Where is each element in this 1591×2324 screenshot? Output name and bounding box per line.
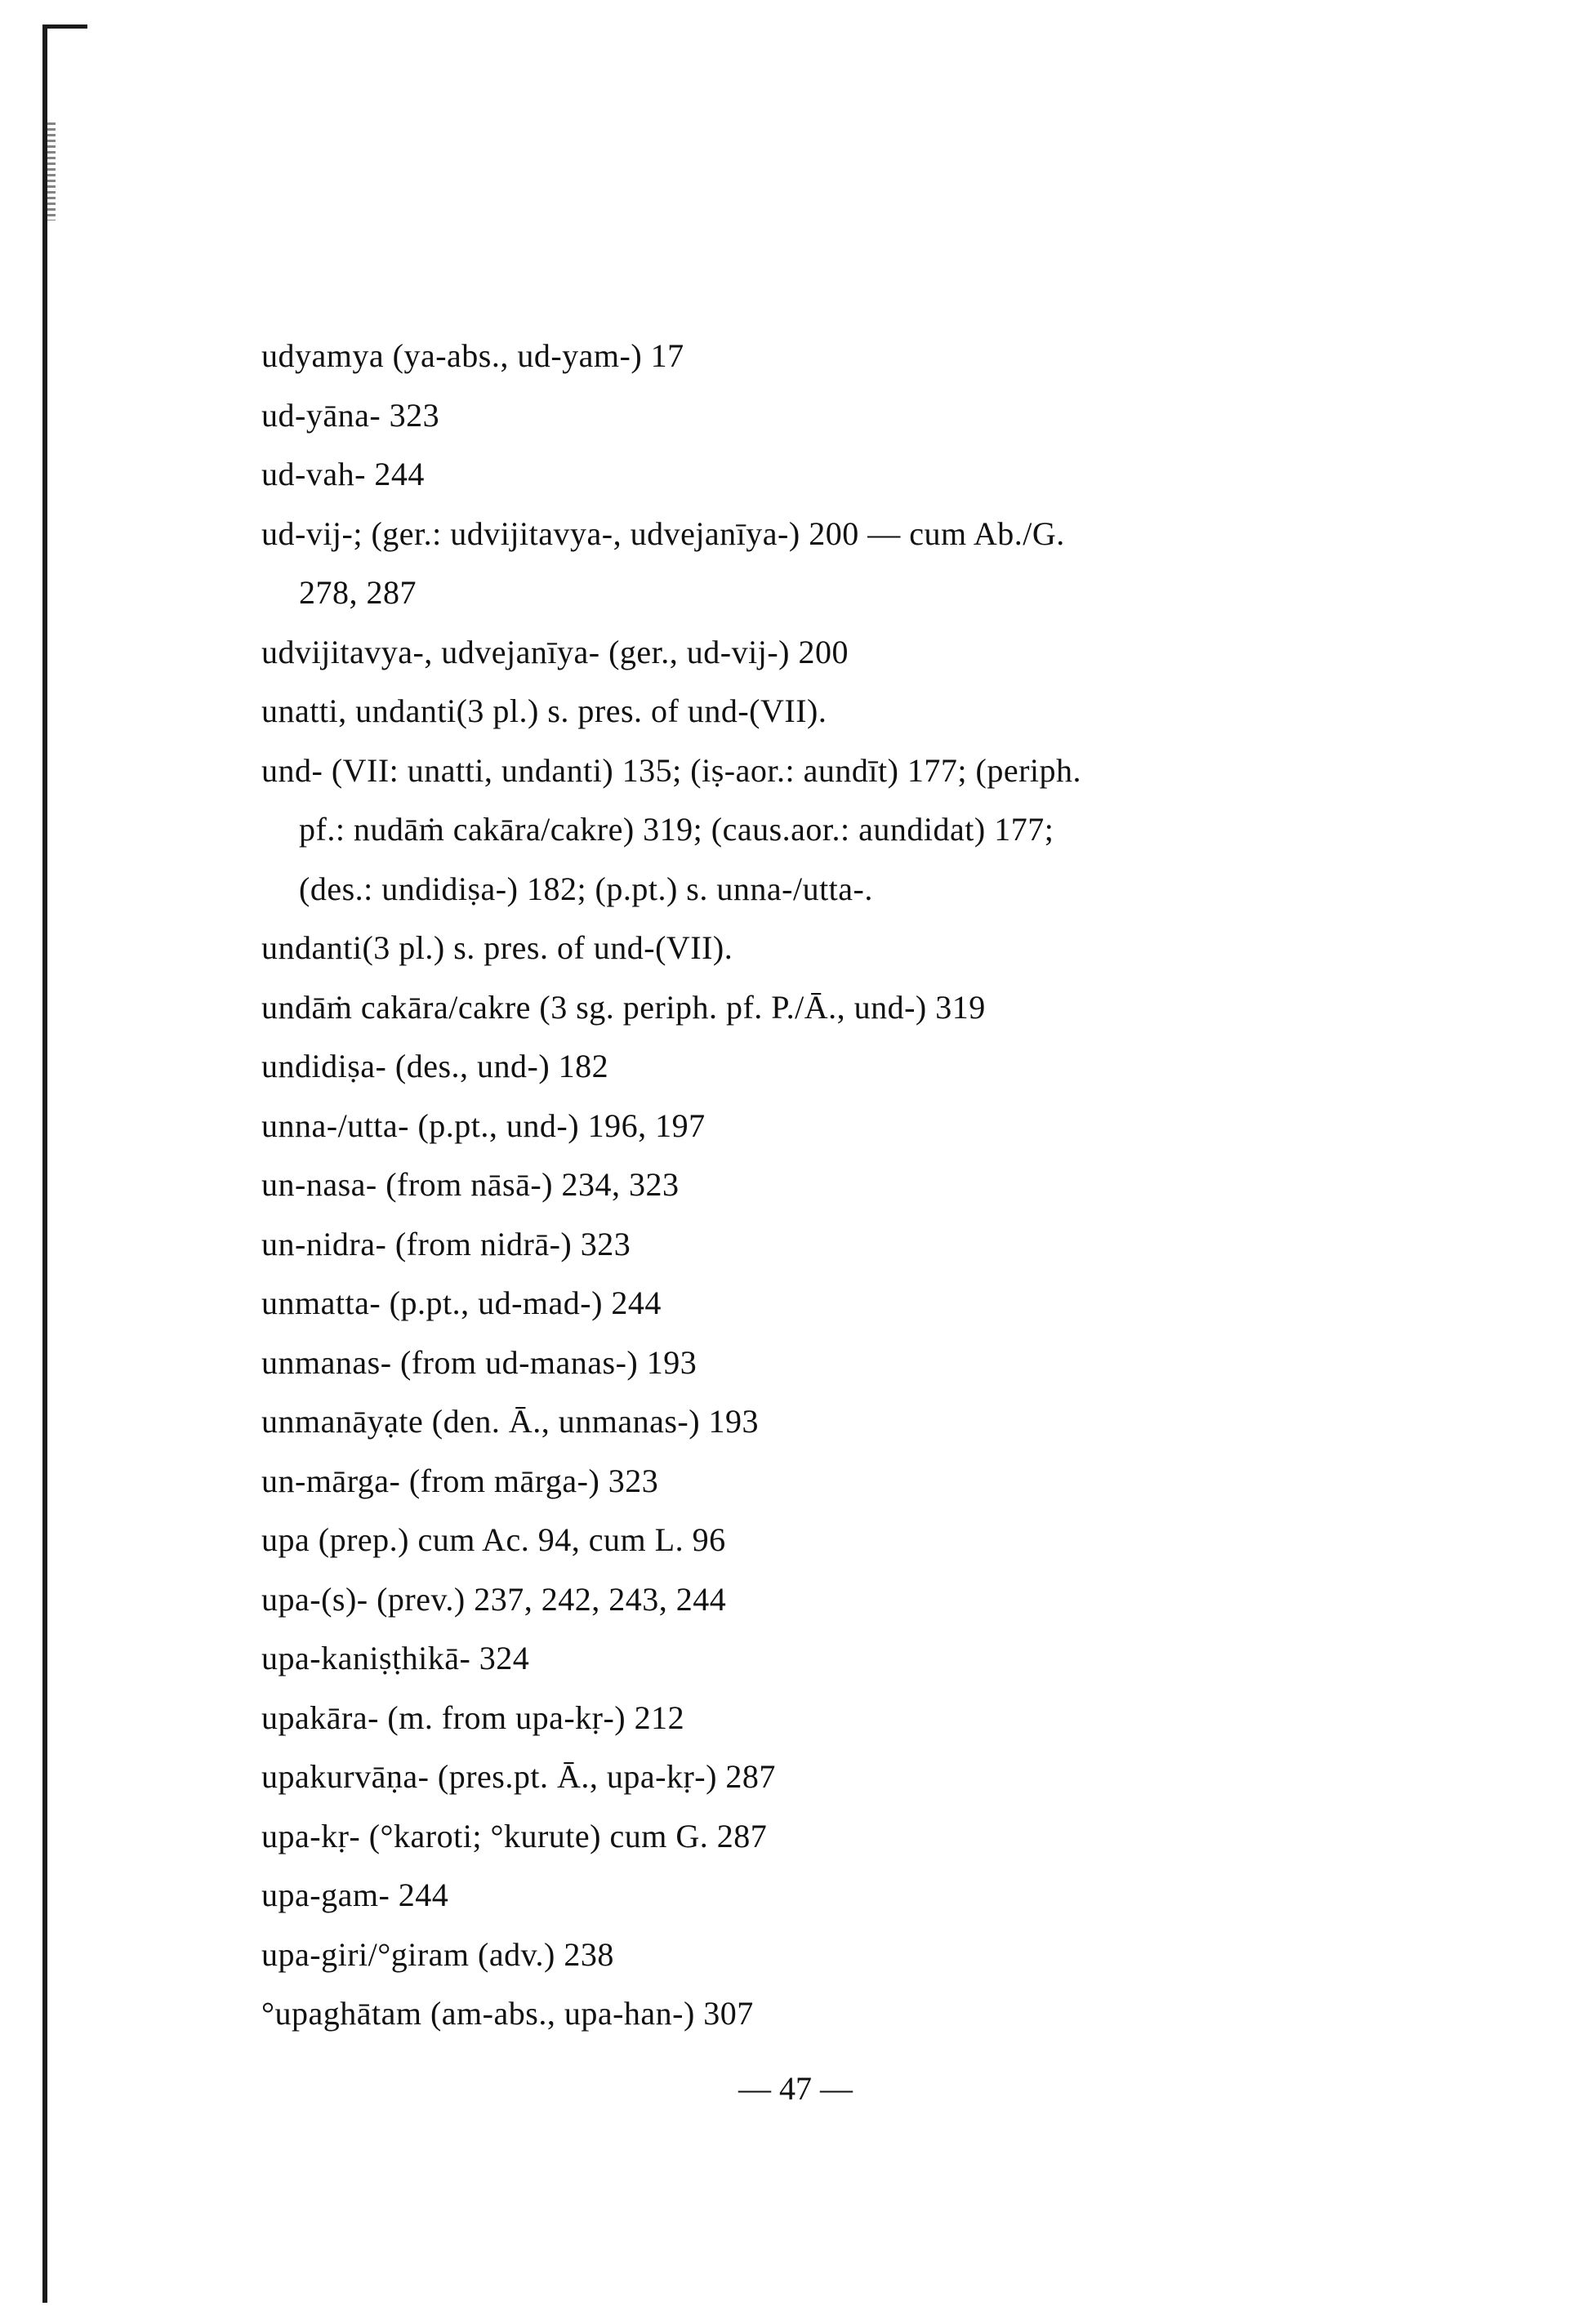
index-entry: unna-/utta- (p.pt., und-) 196, 197: [261, 1106, 706, 1144]
index-entry-continuation: (des.: undidiṣa-) 182; (p.pt.) s. unna-/utta-.: [299, 870, 873, 907]
index-entry: und- (VII: unatti, undanti) 135; (iṣ-aor.: aundīt) 177; (periph.: [261, 751, 1082, 789]
index-entry-continuation: pf.: nudāṁ cakāra/cakre) 319; (caus.aor.: aundidat) 177;: [299, 811, 1054, 848]
index-entry: upakāra- (m. from upa-kṛ-) 212: [261, 1698, 685, 1736]
scan-border-top: [42, 24, 87, 29]
index-entry: ud-vah- 244: [261, 456, 425, 492]
index-entry-continuation: 278, 287: [299, 574, 417, 611]
index-entry: un-nidra- (from nidrā-) 323: [261, 1225, 631, 1262]
index-entry: un-mārga- (from mārga-) 323: [261, 1462, 659, 1499]
index-entry: upa-giri/°giram (adv.) 238: [261, 1935, 614, 1973]
index-entry: undidiṣa- (des., und-) 182: [261, 1048, 609, 1084]
page-number: — 47 —: [738, 2070, 853, 2107]
index-entry: unatti, undanti(3 pl.) s. pres. of und-(VII).: [261, 692, 827, 729]
index-entry: upa-gam- 244: [261, 1877, 449, 1913]
index-entry: udyamya (ya-abs., ud-yam-) 17: [261, 337, 684, 374]
index-entry: undāṁ cakāra/cakre (3 sg. periph. pf. P./Ā., und-) 319: [261, 988, 986, 1026]
index-entries: [261, 327, 1356, 2044]
index-entry: udvijitavya-, udvejanīya- (ger., ud-vij-) 200: [261, 633, 849, 670]
index-entry: upa-(s)- (prev.) 237, 242, 243, 244: [261, 1580, 727, 1618]
index-entry: unmanas- (from ud-manas-) 193: [261, 1343, 697, 1381]
index-entry: °upaghātam (am-abs., upa-han-) 307: [261, 1995, 754, 2032]
index-entry: upa-kaniṣṭhikā- 324: [261, 1640, 530, 1676]
index-entry: upa-kṛ- (°karoti; °kurute) cum G. 287: [261, 1817, 768, 1854]
index-entry: ud-yāna- 323: [261, 396, 440, 434]
index-entry: unmatta- (p.pt., ud-mad-) 244: [261, 1284, 662, 1321]
index-entry: ud-vij-; (ger.: udvijitavya-, udvejanīya-) 200 — cum Ab./G.: [261, 514, 1065, 552]
scan-artifact: [47, 122, 56, 220]
index-entry: undanti(3 pl.) s. pres. of und-(VII).: [261, 929, 733, 966]
index-entry: un-nasa- (from nāsā-) 234, 323: [261, 1166, 680, 1203]
index-entry: unmanāyạte (den. Ā., unmanas-) 193: [261, 1403, 760, 1440]
index-entry: upakurvāṇa- (pres.pt. Ā., upa-kṛ-) 287: [261, 1758, 776, 1795]
scan-border-left: [42, 24, 47, 2303]
index-entry: upa (prep.) cum Ac. 94, cum L. 96: [261, 1521, 726, 1558]
